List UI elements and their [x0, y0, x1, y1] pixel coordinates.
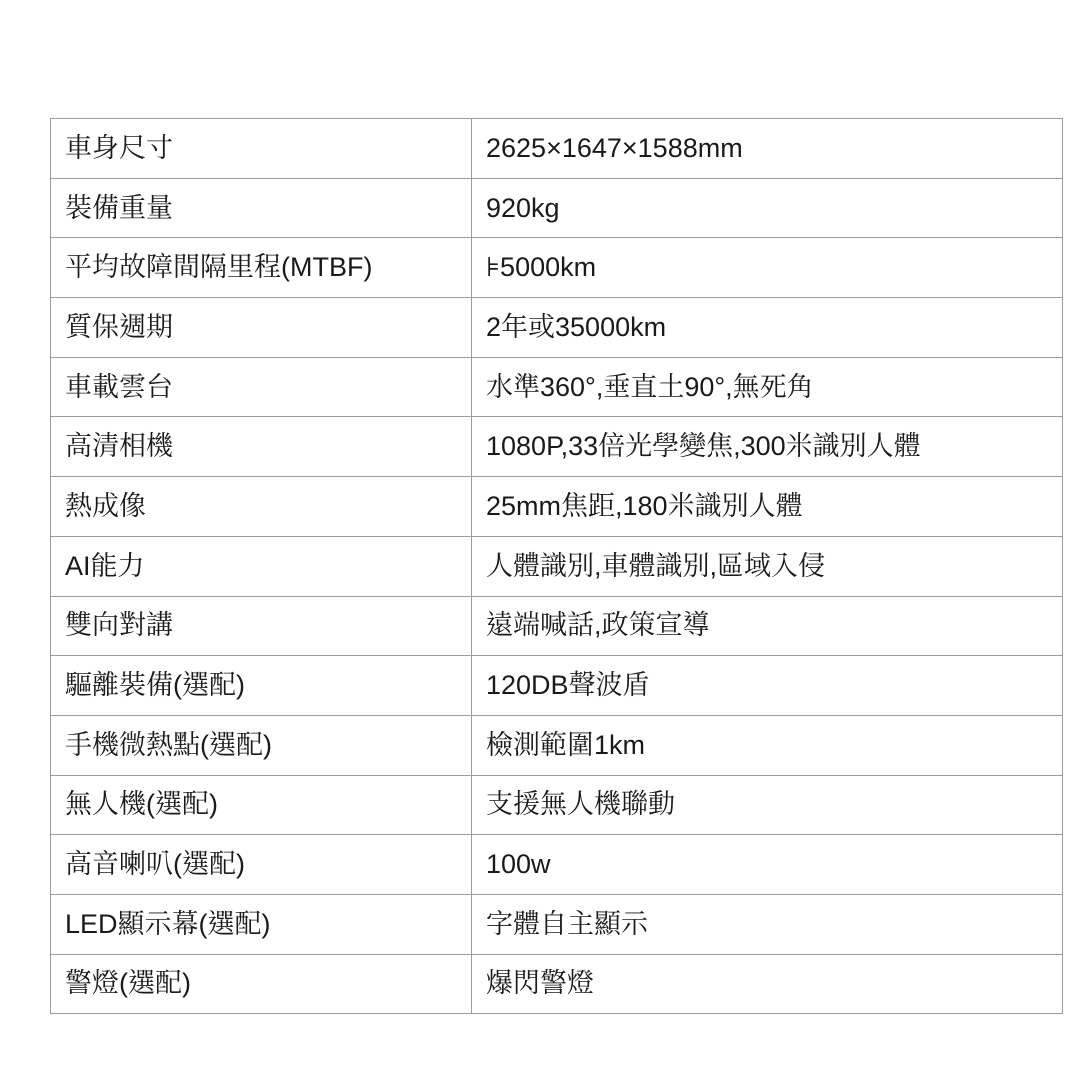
spec-value-cell: 100w: [472, 835, 1063, 895]
table-row: [51, 417, 1063, 477]
spec-label-cell: 驅離裝備(選配): [51, 656, 472, 716]
spec-table-container: [50, 118, 1032, 1014]
spec-value-cell: 支援無人機聯動: [472, 775, 1063, 835]
table-row: [51, 894, 1063, 954]
spec-value-cell: 1080P,33倍光學變焦,300米識別人體: [472, 417, 1063, 477]
spec-label-cell: 熱成像: [51, 477, 472, 537]
table-row: [51, 596, 1063, 656]
spec-label-cell: 警燈(選配): [51, 954, 472, 1014]
spec-value-cell: 120DB聲波盾: [472, 656, 1063, 716]
table-row: [51, 835, 1063, 895]
spec-label-cell: 裝備重量: [51, 178, 472, 238]
spec-value-cell: 遠端喊話,政策宣導: [472, 596, 1063, 656]
spec-value-cell: 人體識別,車體識別,區域入侵: [472, 536, 1063, 596]
spec-label-cell: 高音喇叭(選配): [51, 835, 472, 895]
spec-label-cell: 質保週期: [51, 298, 472, 358]
specification-table: [50, 118, 1063, 1014]
table-row: [51, 477, 1063, 537]
table-row: [51, 119, 1063, 179]
spec-value-cell: 爆閃警燈: [472, 954, 1063, 1014]
table-row: [51, 775, 1063, 835]
spec-value-cell: 字體自主顯示: [472, 894, 1063, 954]
spec-label-cell: 高清相機: [51, 417, 472, 477]
spec-label-cell: 雙向對講: [51, 596, 472, 656]
spec-value-cell: 2年或35000km: [472, 298, 1063, 358]
table-row: [51, 357, 1063, 417]
spec-label-cell: LED顯示幕(選配): [51, 894, 472, 954]
table-row: [51, 715, 1063, 775]
spec-label-cell: 無人機(選配): [51, 775, 472, 835]
table-row: [51, 238, 1063, 298]
spec-label-cell: 車載雲台: [51, 357, 472, 417]
spec-value-cell: 檢測範圍1km: [472, 715, 1063, 775]
spec-label-cell: 車身尺寸: [51, 119, 472, 179]
spec-label-cell: AI能力: [51, 536, 472, 596]
table-row: [51, 954, 1063, 1014]
spec-value-cell: ⊧5000km: [472, 238, 1063, 298]
table-row: [51, 536, 1063, 596]
table-body: [51, 119, 1063, 1014]
table-row: [51, 656, 1063, 716]
table-row: [51, 298, 1063, 358]
spec-label-cell: 平均故障間隔里程(MTBF): [51, 238, 472, 298]
spec-value-cell: 水準360°,垂直土90°,無死角: [472, 357, 1063, 417]
spec-value-cell: 25mm焦距,180米識別人體: [472, 477, 1063, 537]
spec-value-cell: 920kg: [472, 178, 1063, 238]
table-row: [51, 178, 1063, 238]
spec-value-cell: 2625×1647×1588mm: [472, 119, 1063, 179]
spec-label-cell: 手機微熱點(選配): [51, 715, 472, 775]
